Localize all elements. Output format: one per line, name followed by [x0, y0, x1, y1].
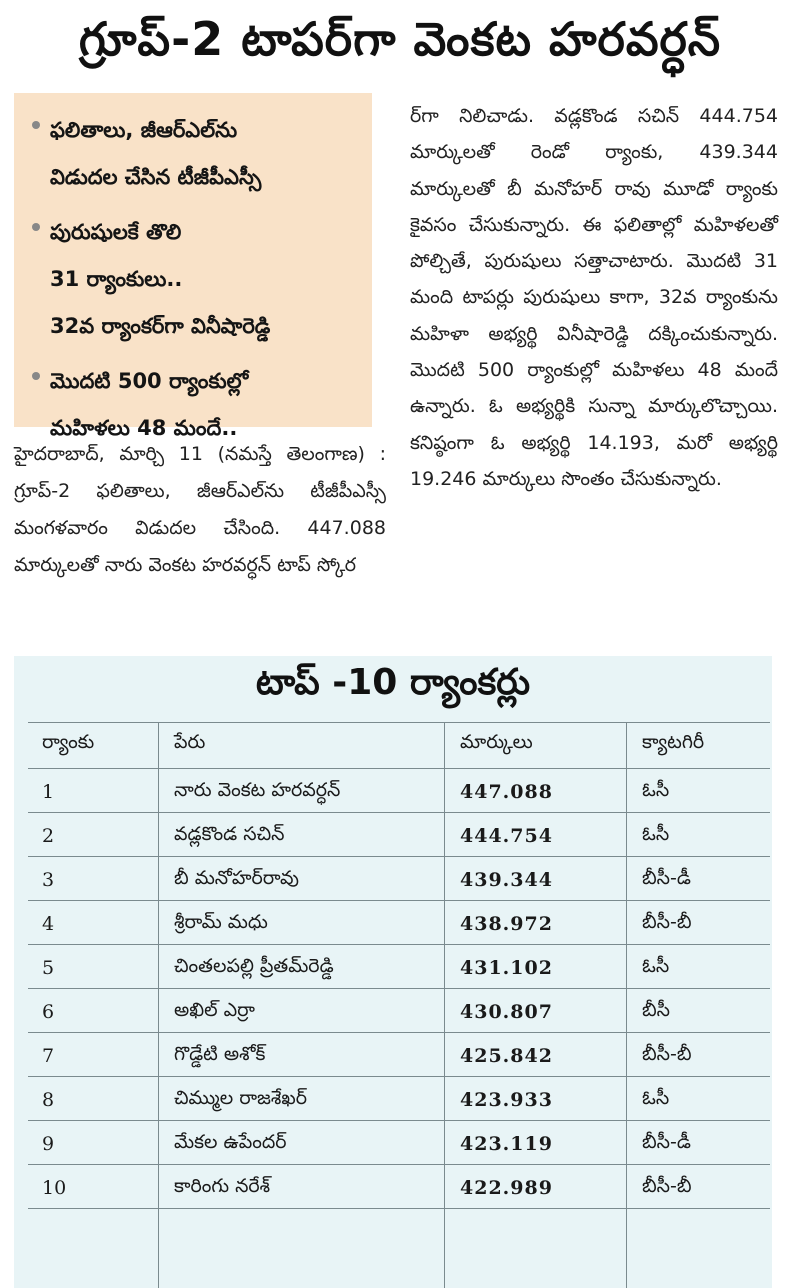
- table-divider: [28, 1164, 770, 1165]
- cell-category: ఓసీ: [642, 1086, 670, 1109]
- highlight-item: [30, 209, 362, 350]
- article-text-right: ర్‌గా నిలిచాడు. వడ్లకొండ సచిన్ 444.754 మార్కులతో రెండో ర్యాంకు, 439.344 మార్కులతో బీ మనోహర్ రావు మూడో ర్యాంకు కైవసం చేసుకున్నారు. ఈ ఫలితాల్లో మహిళలతో పోల్చితే, పురుషులు సత్తాచాటారు. మొదటి 31 మంది టాపర్లు పురుషులు కాగా, 32వ ర్యాంకును మహిళా అభ్యర్థి వినీషారెడ్డి దక్కించుకున్నారు. మొదటి 500 ర్యాంకుల్లో మహిళలు 48 మందే ఉన్నారు. ఓ అభ్యర్థికి సున్నా మార్కులొచ్చాయి. కనిష్ఠంగా ఓ అభ్యర్థి 14.193, మరో అభ్యర్థి 19.246 మార్కులు సొంతం చేసుకున్నారు.: [410, 105, 778, 490]
- cell-marks: 425.842: [460, 1045, 553, 1067]
- table-header-row: [28, 722, 770, 766]
- table-divider: [28, 988, 770, 989]
- table-divider: [28, 944, 770, 945]
- table-row: [28, 1078, 770, 1122]
- header-marks: మార్కులు: [460, 730, 533, 753]
- bullet-icon: [32, 372, 40, 380]
- cell-name: కారింగు నరేశ్: [174, 1174, 271, 1197]
- highlight-text: పురుషులకే తొలి 31 ర్యాంకులు.. 32వ ర్యాంకర్‌గా వినీషారెడ్డి: [50, 220, 271, 338]
- cell-marks: 438.972: [460, 913, 553, 935]
- table-row: [28, 946, 770, 990]
- article-text-left: హైదరాబాద్, మార్చి 11 (నమస్తే తెలంగాణ) : గ్రూప్-2 ఫలితాలు, జీఆర్‌ఎల్‌ను టీజీపీఎస్సీ మంగళవారం విడుదల చేసింది. 447.088 మార్కులతో నారు వెంకట హరవర్ధన్ టాప్ స్కోర: [14, 443, 386, 576]
- table-row: [28, 990, 770, 1034]
- table-divider: [28, 812, 770, 813]
- headline: గ్రూప్-2 టాపర్‌గా వెంకట హరవర్ధన్: [78, 12, 722, 66]
- table-divider: [28, 1076, 770, 1077]
- cell-name: గొడ్డేటి అశోక్: [174, 1042, 266, 1065]
- cell-name: చిమ్ముల రాజశేఖర్: [174, 1086, 307, 1109]
- cell-name: అఖిల్ ఎర్రా: [174, 998, 255, 1021]
- cell-category: బీసీ-డీ: [642, 866, 691, 889]
- cell-name: మేకల ఉపేందర్: [174, 1130, 287, 1153]
- cell-rank: 6: [42, 1001, 55, 1023]
- table-column-divider: [626, 722, 627, 1288]
- cell-category: బీసీ-డీ: [642, 1130, 691, 1153]
- cell-marks: 444.754: [460, 825, 553, 847]
- cell-marks: 430.807: [460, 1001, 553, 1023]
- header-rank: ర్యాంకు: [42, 730, 95, 753]
- cell-rank: 4: [42, 913, 55, 935]
- table-divider: [28, 722, 770, 723]
- cell-rank: 2: [42, 825, 55, 847]
- cell-rank: 10: [42, 1177, 67, 1199]
- table-row: [28, 858, 770, 902]
- cell-category: బీసీ-బీ: [642, 1174, 692, 1197]
- bullet-icon: [32, 121, 40, 129]
- cell-category: బీసీ-బీ: [642, 910, 692, 933]
- cell-rank: 1: [42, 781, 55, 803]
- table-divider: [28, 1208, 770, 1209]
- cell-category: ఓసీ: [642, 778, 670, 801]
- table-row: [28, 1166, 770, 1210]
- table-row: [28, 814, 770, 858]
- cell-name: వడ్లకొండ సచిన్: [174, 822, 285, 845]
- highlight-item: [30, 107, 362, 201]
- table-divider: [28, 1120, 770, 1121]
- cell-marks: 423.119: [460, 1133, 553, 1155]
- table-divider: [28, 1032, 770, 1033]
- cell-rank: 8: [42, 1089, 55, 1111]
- cell-category: ఓసీ: [642, 822, 670, 845]
- highlight-text: మొదటి 500 ర్యాంకుల్లో మహిళలు 48 మందే..: [50, 369, 249, 440]
- highlights-box: [14, 93, 372, 440]
- cell-marks: 439.344: [460, 869, 553, 891]
- cell-name: నారు వెంకట హరవర్ధన్: [174, 778, 341, 801]
- cell-category: బీసీ: [642, 998, 670, 1021]
- cell-marks: 447.088: [460, 781, 553, 803]
- highlight-text: ఫలితాలు, జీఆర్‌ఎల్‌ను విడుదల చేసిన టీజీపీఎస్సీ: [50, 118, 262, 189]
- table-column-divider: [444, 722, 445, 1288]
- table-row: [28, 1122, 770, 1166]
- table-row: [28, 770, 770, 814]
- table-divider: [28, 900, 770, 901]
- table-divider: [28, 768, 770, 769]
- bullet-icon: [32, 223, 40, 231]
- header-name: పేరు: [174, 730, 206, 753]
- cell-name: బీ మనోహర్‌రావు: [174, 866, 299, 889]
- table-divider: [28, 856, 770, 857]
- header-category: క్యాటగిరీ: [642, 730, 705, 753]
- toppers-table-box: [14, 656, 772, 1288]
- cell-name: శ్రీరామ్ మధు: [174, 910, 268, 933]
- cell-marks: 422.989: [460, 1177, 553, 1199]
- table-column-divider: [158, 722, 159, 1288]
- table-title: టాప్ -10 ర్యాంకర్లు: [255, 662, 531, 703]
- table-row: [28, 902, 770, 946]
- cell-marks: 431.102: [460, 957, 553, 979]
- cell-category: బీసీ-బీ: [642, 1042, 692, 1065]
- cell-marks: 423.933: [460, 1089, 553, 1111]
- cell-rank: 5: [42, 957, 55, 979]
- table-row: [28, 1034, 770, 1078]
- cell-name: చింతలపల్లి ప్రీతమ్‌రెడ్డి: [174, 954, 334, 977]
- cell-category: ఓసీ: [642, 954, 670, 977]
- cell-rank: 9: [42, 1133, 55, 1155]
- cell-rank: 7: [42, 1045, 55, 1067]
- cell-rank: 3: [42, 869, 55, 891]
